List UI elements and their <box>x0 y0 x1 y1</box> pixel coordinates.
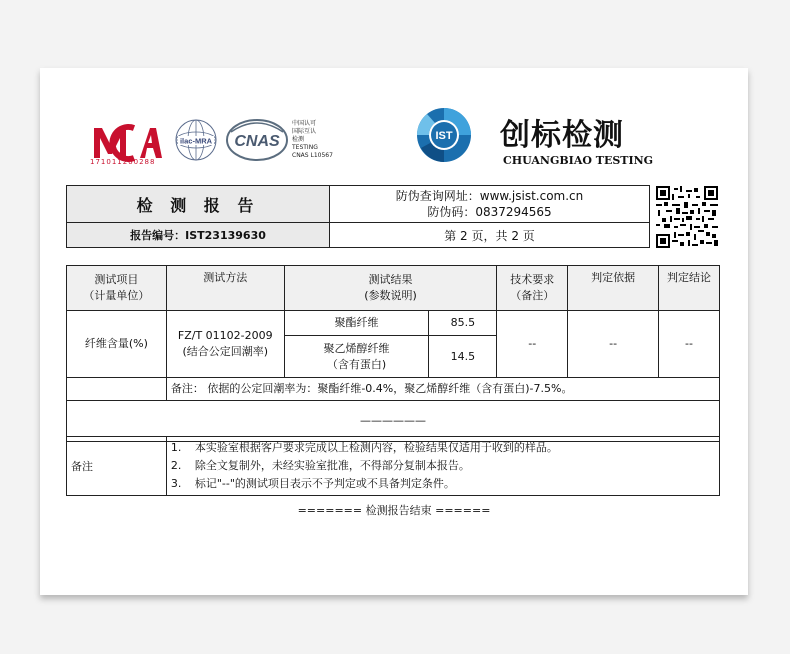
header-item-unit: （计量单位） <box>83 289 150 302</box>
note-item <box>171 439 715 457</box>
qr-code <box>656 186 718 248</box>
results-table <box>66 265 720 442</box>
report-number: 报告编号：IST23139630 <box>67 223 330 248</box>
note-item <box>171 457 715 475</box>
method-note: (结合公定回潮率) <box>182 345 269 358</box>
note-text: 标记"--"的测试项目表示不予判定或不具备判定条件。 <box>194 477 455 490</box>
report-end-marker: ======= 检测报告结束 ====== <box>297 504 491 517</box>
header-conclusion: 判定结论 <box>659 266 720 311</box>
cnas-caption-line: TESTING <box>292 144 318 151</box>
cnas-caption-line: 国际互认 <box>292 128 317 135</box>
cnas-caption-line: 中国认可 <box>292 120 317 127</box>
method-code: FZ/T 01102-2009 <box>177 329 273 342</box>
header-basis: 判定依据 <box>568 266 659 311</box>
cell-conclusion: -- <box>659 311 720 378</box>
fiber2-label <box>284 336 429 378</box>
header-result-label: 测试结果 <box>368 273 413 286</box>
remark-spacer <box>67 378 167 401</box>
report-title: 检 测 报 告 <box>67 186 330 223</box>
ilac-label: ilac-MRA <box>179 136 213 146</box>
cell-item: 纤维含量(%) <box>67 311 167 378</box>
cnas-label: CNAS <box>234 133 280 150</box>
cnas-caption-line: 检测 <box>292 136 305 143</box>
cnas-caption <box>292 120 352 160</box>
note-number: 1. <box>170 441 182 454</box>
notes-label: 备注 <box>67 437 167 496</box>
ilac-mra-logo <box>173 118 219 162</box>
header-result-note: (参数说明) <box>364 289 417 302</box>
cnas-caption-line: CNAS L10567 <box>292 152 333 159</box>
anti-fake-code: 防伪码：0837294565 <box>427 205 552 219</box>
header-method: 测试方法 <box>166 266 284 311</box>
header-requirement <box>497 266 568 311</box>
header-requirement-note: （备注） <box>510 289 555 302</box>
note-text: 除全文复制外，未经实验室批准，不得部分复制本报告。 <box>194 459 470 472</box>
cell-method <box>166 311 284 378</box>
cell-basis: -- <box>568 311 659 378</box>
separator-line: —————— <box>360 414 426 427</box>
anti-fake-info <box>330 186 650 223</box>
header-item <box>67 266 167 311</box>
fiber1-value: 85.5 <box>429 311 497 336</box>
fiber1-name: 聚酯纤维 <box>284 311 429 336</box>
header-requirement-label: 技术要求 <box>510 273 555 286</box>
remark-text: 备注： 依据的公定回潮率为：聚酯纤维-0.4%，聚乙烯醇纤维（含有蛋白)-7.5%。 <box>166 378 719 401</box>
report-paper <box>40 68 748 595</box>
cell-requirement: -- <box>497 311 568 378</box>
brand-name: 创标检测 <box>500 118 624 153</box>
ist-logo <box>415 106 473 164</box>
ist-label: IST <box>435 130 453 142</box>
note-item <box>171 475 715 493</box>
cma-number: 171011260288 <box>90 158 156 166</box>
report-header-table <box>66 185 650 248</box>
fiber2-name: 聚乙烯醇纤维 <box>323 341 390 355</box>
note-number: 2. <box>170 459 182 472</box>
notes-table <box>66 436 720 496</box>
fiber2-note: （含有蛋白) <box>326 357 387 371</box>
page-info: 第 2 页，共 2 页 <box>330 223 650 248</box>
brand-name-en: CHUANGBIAO TESTING <box>503 154 654 167</box>
note-text: 本实验室根据客户要求完成以上检测内容，检验结果仅适用于收到的样品。 <box>194 441 558 454</box>
header-result <box>284 266 497 311</box>
header-item-label: 测试项目 <box>94 273 139 286</box>
fiber2-value: 14.5 <box>429 336 497 378</box>
note-number: 3. <box>170 477 182 490</box>
cnas-logo <box>225 118 289 162</box>
query-url: 防伪查询网址：www.jsist.com.cn <box>395 189 584 203</box>
notes-list <box>166 437 719 496</box>
